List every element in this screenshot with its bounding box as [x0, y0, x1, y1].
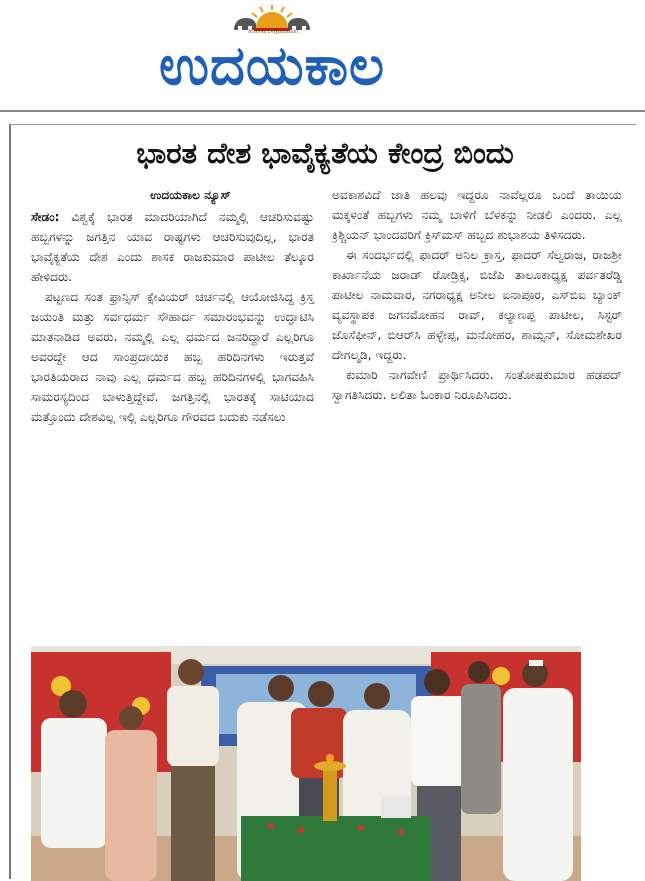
article-paragraph: ಈ ಸಂದರ್ಭದಲ್ಲಿ ಫಾದರ್ ಅನಿಲ ಕ್ರಾಸ್ತ, ಫಾದರ್ ಸೆಲ್ವರಾಜ, ರಾಜಶ್ರೀ ಕಾರ್ಖಾನೆಯ ಜರಾಡ್ ರೋಡ್ರಿಕ್ಸ, ಬಿಜೆಪಿ ತಾಲೂಕಾಧ್ಯಕ್ಷ ಪರ್ವತರೆಡ್ಡಿ ಪಾಟೀಲ ನಾಮವಾರ, ನಗರಾಧ್ಯಕ್ಷ ಅನೀಲ ಐನಾಪೂರ, ಎಸ್‌ಬಿಐ ಬ್ಯಾಂಕ್ ವ್ಯವಸ್ಥಾಪಕ ಜಗನಮೋಹನ ರಾವ್, ಕಲ್ಯಾಣಪ್ಪ ಪಾಟೀಲ, ಸಿಸ್ಟರ್ ಜೊಸೆಫೀನ್, ಬಿಆರ್‌ಸಿ ಹಳ್ಳೇಪ್ಪ, ಮನೋಹರ, ಶಾಮ್ಸನ್, ಸೋಮಶೇಖರ ದೇಗಲ್ಮಡಿ, ಇದ್ದರು.: [332, 248, 622, 362]
article-frame-top: [9, 124, 636, 125]
article-frame-left: [9, 124, 11, 879]
dateline: ಸೇಡಂ:: [31, 210, 60, 224]
article-headline: ಭಾರತ ದೇಶ ಭಾವೈಕ್ಯತೆಯ ಕೇಂದ್ರ ಬಿಂದು: [136, 136, 514, 170]
article-paragraph: [31, 207, 314, 287]
photo-illustration: [31, 646, 581, 881]
masthead-title: ಉದಯಕಾಲ: [158, 34, 386, 97]
article-column-right: [332, 185, 622, 405]
article-paragraph: ಕುಮಾರಿ ನಾಗವೇಣಿ ಪ್ರಾರ್ಥಿಸಿದರು. ಸಂತೋಷಕುಮಾರ ಹಡಪದ್ ಸ್ವಾಗತಿಸಿದರು. ಲಲಿತಾ ಓಂಕಾರ ನಿರೂಪಿಸಿದರು.: [332, 368, 622, 402]
masthead: [0, 0, 645, 112]
article-paragraph: ಅವಕಾಶವಿದೆ ಜಾತಿ ಹಲವು ಇದ್ದರೂ ನಾವೆಲ್ಲರೂ ಒಂದೆ ತಾಯಿಯ ಮಕ್ಕಳಂತೆ ಹಬ್ಬಗಳು ನಮ್ಮ ಬಾಳಿಗೆ ಬೆಳಕನ್ನು ನೀಡಲಿ ಎಂದರು. ಎಲ್ಲ ಕ್ರಿಶ್ಚಿಯನ್ ಭಾಂದವರಿಗೆ ಕ್ರಿಸ್‌ಮಸ್ ಹಬ್ಬದ ಶುಭಾಶಯ ತಿಳಿಸದರು.: [332, 188, 622, 242]
article-column-left: [31, 185, 314, 427]
masthead-tagline: Nimmā Dhyānadalli: [248, 29, 299, 35]
masthead-rule: [0, 110, 645, 112]
article-paragraph: ಪಟ್ಟಣದ ಸಂತ ಫ್ರಾನ್ಸಿಸ್ ಕ್ಸೇವಿಯರ್ ಚರ್ಚನಲ್ಲಿ ಆಯೋಜಿಸಿದ್ದ ಕ್ರಿಸ್ತ ಜಯಂತಿ ಮತ್ತು ಸರ್ವಧರ್ಮ ಸೌಹಾರ್ದ ಸಮಾರಂಭವನ್ನು ಉದ್ಘಾಟಿಸಿ ಮಾತನಾಡಿದ ಅವರು. ನಮ್ಮಲ್ಲಿ ಎಲ್ಲ ಧರ್ಮದ ಜನರಿದ್ದಾರೆ ಎಲ್ಲರಿಗೂ ಅವರದ್ದೇ ಆದ ಸಾಂಪ್ರದಾಯಿಕ ಹಬ್ಬ ಹರಿದಿನಗಳು ಇರುತ್ತವೆ ಭಾರತಿಯರಾದ ನಾವು ಎಲ್ಲ ಧರ್ಮದ ಹಬ್ಬ ಹರಿದಿನಗಳಲ್ಲಿ ಭಾಗವಹಿಸಿ ಸಾಮರಸ್ಯದಿಂದ ಬಾಳುತ್ತಿದ್ದೇವೆ. ಜಗತ್ತಿನಲ್ಲಿ ಭಾರತಕ್ಕೆ ಸಾಟಿಯಾದ ಮತ್ತೊಂದು ದೇಶವಿಲ್ಲ ಇಲ್ಲಿ ಎಲ್ಲರಿಗೂ ಗೌರವದ ಬದುಕು ನಡೆಸಲು: [31, 290, 314, 424]
lamp-lighting-ceremony-photo: [31, 646, 581, 881]
byline: ಉದಯಕಾಲ ನ್ಯೂಸ್: [150, 188, 231, 202]
paragraph-text: ವಿಶ್ವಕ್ಕೆ ಭಾರತ ಮಾದರಿಯಾಗಿದೆ ನಮ್ಮಲ್ಲಿ ಆಚರಿಸುವಷ್ಟು ಹಬ್ಬಗಳನ್ನು ಜಗತ್ತಿನ ಯಾವ ರಾಷ್ಟಗಳು ಆಚರಿಸುವುದಿಲ್ಲ, ಭಾರತ ಭಾವೈಕ್ಯತೆಯ ದೇಶ ಎಂದು ಶಾಸಕ ರಾಜಕುಮಾರ ಪಾಟೀಲ ತೆಲ್ಕೂರ ಹೇಳಿದರು.: [31, 210, 315, 284]
